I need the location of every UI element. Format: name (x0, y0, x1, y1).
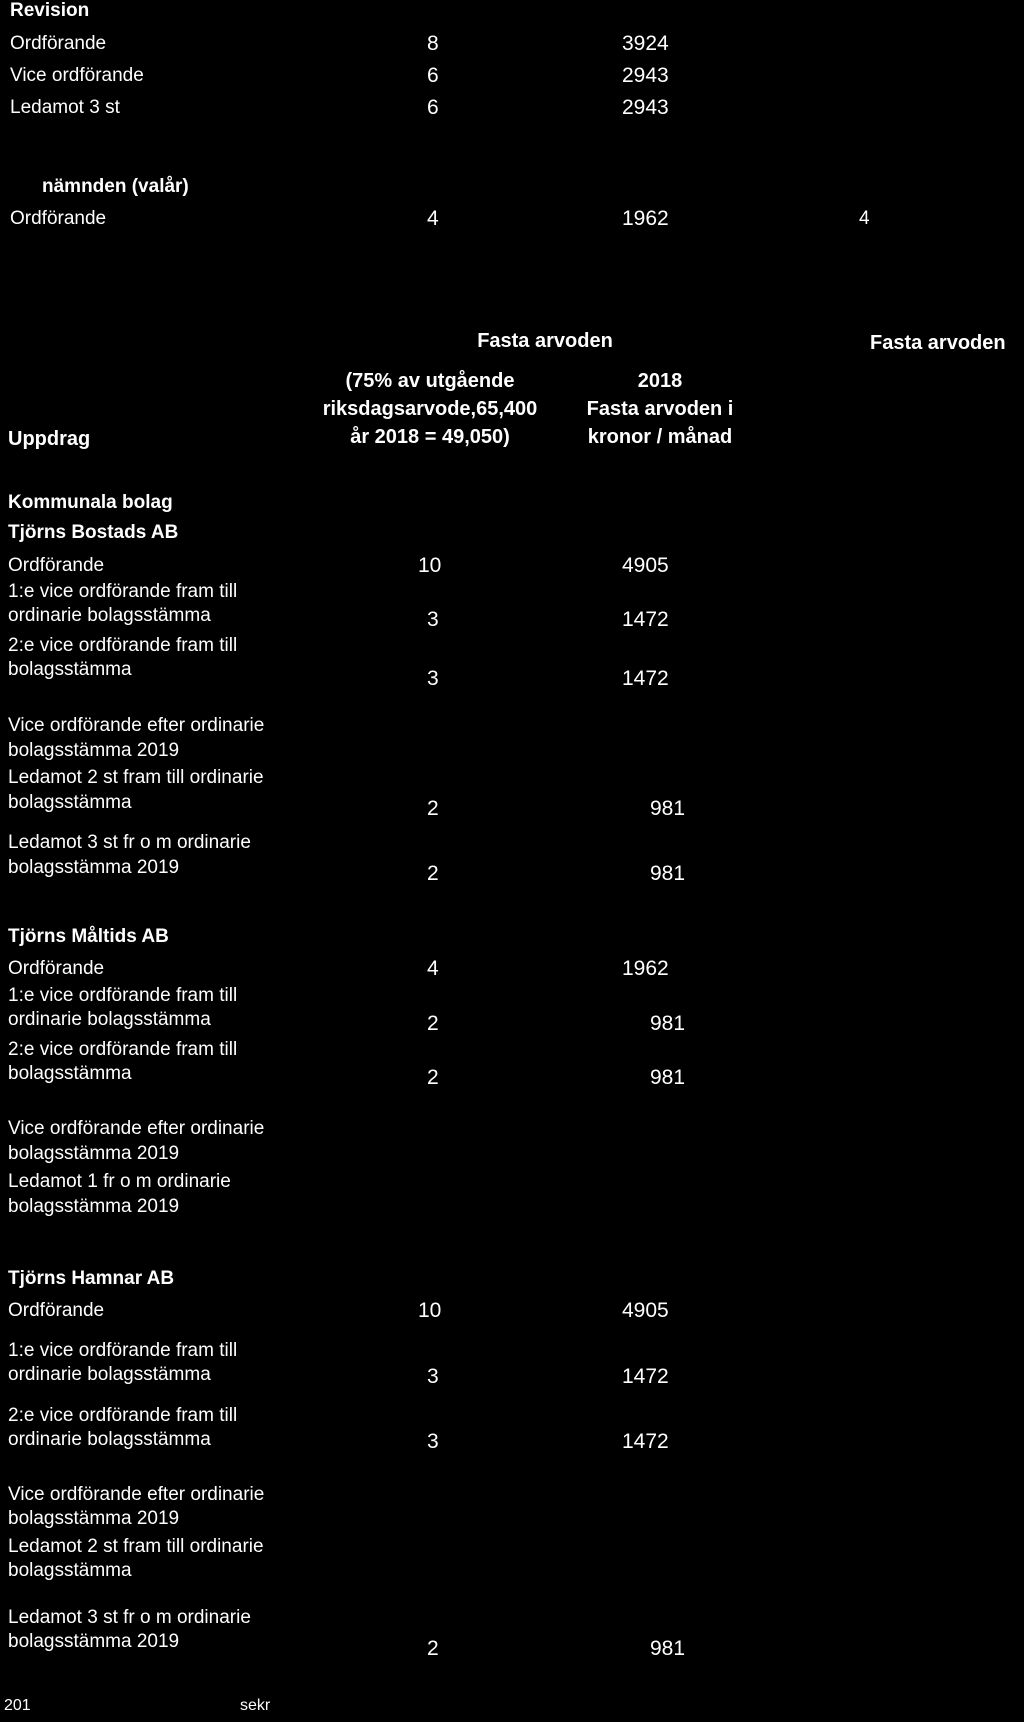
column-subheader-line: kronor / månad (587, 426, 733, 448)
role-count: 2 (427, 797, 439, 820)
column-header-fasta-arvoden-right: Fasta arvoden (870, 332, 1006, 354)
column-subheader-line: år 2018 = 49,050) (350, 426, 510, 448)
role-amount: 4905 (622, 1299, 669, 1322)
revision-row-label: Vice ordförande (10, 65, 144, 86)
role-amount: 1472 (622, 1365, 669, 1388)
role-label: Ledamot 3 st fr o m ordinarie (8, 1607, 251, 1628)
role-amount: 1962 (622, 957, 669, 980)
role-amount: 1472 (622, 1430, 669, 1453)
role-label: Vice ordförande efter ordinarie (8, 715, 265, 736)
role-label: bolagsstämma 2019 (8, 1143, 180, 1164)
role-amount: 1472 (622, 608, 669, 631)
role-count: 10 (418, 1299, 442, 1322)
role-label: 1:e vice ordförande fram till (8, 1340, 238, 1361)
role-label: bolagsstämma 2019 (8, 857, 180, 878)
footer-left-text: 201 (4, 1697, 31, 1714)
role-amount: 981 (650, 1066, 686, 1089)
role-amount: 981 (650, 1637, 686, 1660)
role-label: bolagsstämma 2019 (8, 1196, 180, 1217)
column-subheader-line: riksdagsarvode,65,400 (322, 398, 538, 420)
revision-row-amount: 3924 (622, 32, 669, 55)
column-subheader-line: (75% av utgående (345, 370, 515, 392)
role-label: Vice ordförande efter ordinarie (8, 1118, 265, 1139)
role-label: 1:e vice ordförande fram till (8, 985, 238, 1006)
role-label: Ledamot 2 st fram till ordinarie (8, 767, 264, 788)
role-count: 2 (427, 1066, 439, 1089)
kommunala-bolag-heading: Kommunala bolag (8, 492, 173, 513)
namnden-row-amount: 1962 (622, 207, 669, 230)
role-label: bolagsstämma 2019 (8, 740, 180, 761)
revision-row-count: 8 (427, 32, 439, 55)
role-label: Ordförande (8, 958, 105, 979)
role-label: ordinarie bolagsstämma (8, 605, 211, 626)
namnden-row-extra: 4 (859, 208, 870, 229)
role-count: 3 (427, 608, 439, 631)
column-subheader-line: 2018 (637, 370, 683, 392)
role-label: Ledamot 2 st fram till ordinarie (8, 1536, 264, 1557)
role-label: bolagsstämma (8, 659, 132, 680)
company-name: Tjörns Måltids AB (8, 926, 169, 947)
footer-right-text: sekr (240, 1697, 271, 1714)
role-label: 2:e vice ordförande fram till (8, 1039, 238, 1060)
namnden-row-label: Ordförande (10, 208, 107, 229)
role-label: bolagsstämma (8, 1560, 132, 1581)
role-label: 2:e vice ordförande fram till (8, 1405, 238, 1426)
role-amount: 981 (650, 862, 686, 885)
namnden-heading: nämnden (valår) (42, 176, 189, 197)
role-label: Ordförande (8, 555, 105, 576)
column-header-fasta-arvoden: Fasta arvoden (477, 330, 613, 352)
revision-row-label: Ledamot 3 st (10, 97, 120, 118)
revision-row-amount: 2943 (622, 64, 669, 87)
role-count: 3 (427, 667, 439, 690)
role-label: ordinarie bolagsstämma (8, 1364, 211, 1385)
role-count: 3 (427, 1365, 439, 1388)
role-label: ordinarie bolagsstämma (8, 1009, 211, 1030)
role-count: 10 (418, 554, 442, 577)
company-name: Tjörns Hamnar AB (8, 1268, 175, 1289)
role-label: Ledamot 3 st fr o m ordinarie (8, 832, 251, 853)
revision-row-count: 6 (427, 96, 439, 119)
role-label: ordinarie bolagsstämma (8, 1429, 211, 1450)
role-count: 2 (427, 1637, 439, 1660)
role-label: Ordförande (8, 1300, 105, 1321)
role-count: 4 (427, 957, 439, 980)
company-name: Tjörns Bostads AB (8, 522, 179, 543)
revision-heading: Revision (10, 0, 90, 21)
revision-row-count: 6 (427, 64, 439, 87)
namnden-row-count: 4 (427, 207, 439, 230)
role-label: bolagsstämma (8, 1063, 132, 1084)
role-count: 2 (427, 862, 439, 885)
column-subheader-line: Fasta arvoden i (586, 398, 734, 420)
uppdrag-header: Uppdrag (8, 428, 91, 450)
role-count: 2 (427, 1012, 439, 1035)
role-label: Vice ordförande efter ordinarie (8, 1484, 265, 1505)
role-label: bolagsstämma 2019 (8, 1508, 180, 1529)
role-label: bolagsstämma (8, 792, 132, 813)
role-amount: 1472 (622, 667, 669, 690)
role-count: 3 (427, 1430, 439, 1453)
role-label: Ledamot 1 fr o m ordinarie (8, 1171, 231, 1192)
role-amount: 981 (650, 1012, 686, 1035)
role-label: bolagsstämma 2019 (8, 1631, 180, 1652)
revision-row-label: Ordförande (10, 33, 107, 54)
role-label: 1:e vice ordförande fram till (8, 581, 238, 602)
role-amount: 4905 (622, 554, 669, 577)
revision-row-amount: 2943 (622, 96, 669, 119)
role-amount: 981 (650, 797, 686, 820)
role-label: 2:e vice ordförande fram till (8, 635, 238, 656)
